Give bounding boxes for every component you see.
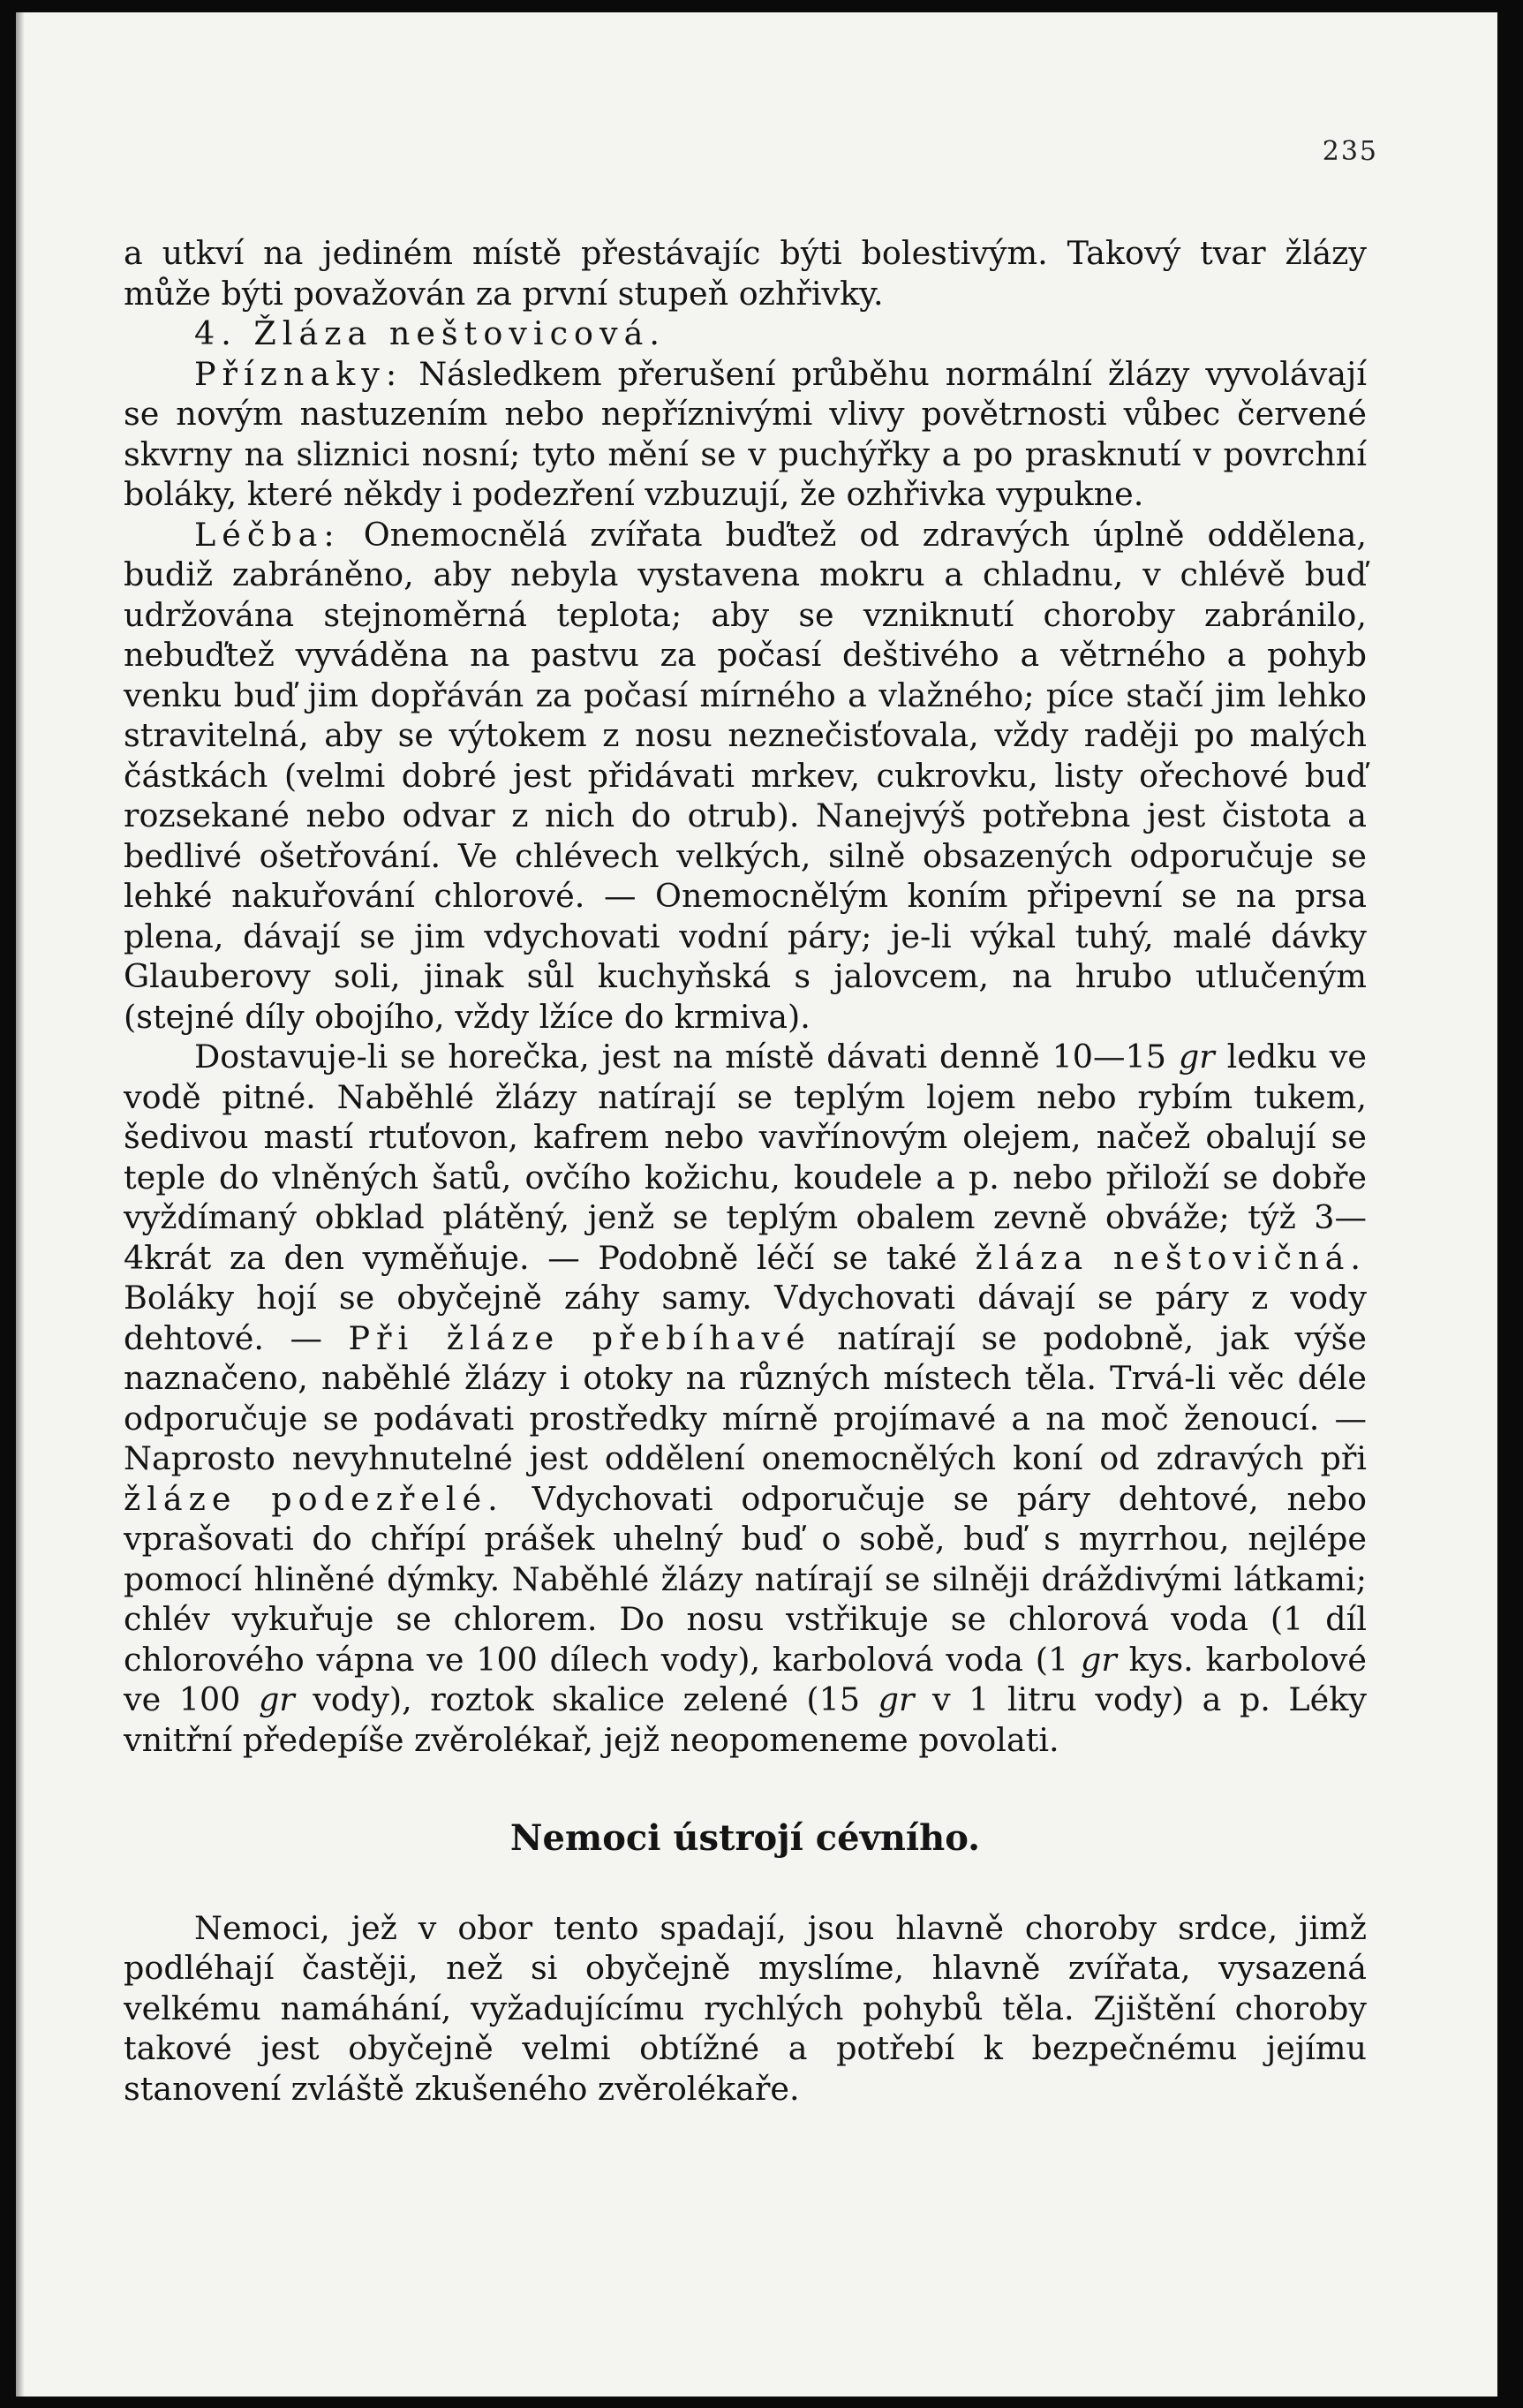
paragraph-horecka <box>124 1037 1367 1760</box>
text-segment: natírají se podobně, jak výše naznačeno, naběhlé žlázy i otoky na různých místech těla. Trvá-li věc déle odporučuje se podávati prostředky mírně projímavé a na moč ženoucí. — Naprosto nevyhnutelné jest oddělení onemocnělých koní od zdravých při <box>124 1318 1367 1477</box>
paragraph-nemoci: Nemoci, jež v obor tento spadají, jsou hlavně choroby srdce, jimž podléhají častěji, než si obyčejně myslíme, hlavně zvířata, vysazená velkému namáhání, vyžadujícímu rychlých pohybů těla. Zjištění choroby takové jest obyčejně velmi obtížné a potřebí k bezpečnému jejímu stanovení zvláště zkušeného zvěrolékaře. <box>124 1908 1367 2108</box>
scanned-page <box>16 12 1497 2397</box>
spaced-text: žláza neštovičná. <box>975 1238 1367 1277</box>
text-segment: Následkem přerušení průběhu normální žlázy vyvolávají se novým nastuzením nebo nepříznivými vlivy povětrnosti vůbec červené skvrny na sliznici nosní; tyto mění se v puchýřky a po prasknutí v povrchní boláky, které někdy i podezření vzbuzují, že ozhřivka vypukne. <box>124 354 1367 513</box>
unit-text: gr <box>878 1680 915 1718</box>
spaced-text: Léčba: <box>194 515 341 554</box>
spaced-text: Při žláze přebíhavé <box>348 1318 811 1357</box>
section-heading-zlaza-nestovicova <box>124 313 1367 354</box>
spaced-text: 4. Žláza neštovicová. <box>194 314 666 352</box>
text-segment: Onemocnělá zvířata buďtež od zdravých úplně oddělena, budiž zabráněno, aby nebyla vystavena mokru a chladnu, v chlévě buď udržována stejnoměrná teplota; aby se vzniknutí choroby zabránilo, nebuďtež vyváděna na pastvu za počasí deštivého a větrného a pohyb venku buď jim dopřáván za počasí mírného a vlažného; píce stačí jim lehko stravitelná, aby se výtokem z nosu neznečisťovala, vždy raději po malých částkách (velmi dobré jest přidávati mrkev, cukrovku, listy ořechové buď rozsekané nebo odvar z nich do otrub). Nanejvýš potřebna jest čistota a bedlivé ošetřování. Ve chlévech velkých, silně obsazených odporučuje se lehké nakuřování chlorové. — Onemocnělým koním připevní se na prsa plena, dávají se jim vdychovati vodní páry; je-li výkal tuhý, malé dávky Glauberovy soli, jinak sůl kuchyňská s jalovcem, na hrubo utlučeným (stejné díly obojího, vždy lžíce do krmiva). <box>124 515 1367 1036</box>
chapter-heading: Nemoci ústrojí cévního. <box>509 1817 981 1859</box>
text-segment: Boláky hojí se obyčejně záhy samy. Vdychovati dávají se páry z vody dehtové. — <box>124 1279 1367 1357</box>
text-segment: v 1 litru vody) a p. Léky vnitřní předepíše zvěrolékař, jejž neopomeneme povolati. <box>124 1680 1368 1759</box>
spaced-text: žláze podezřelé. <box>124 1479 504 1518</box>
paragraph-continuation <box>124 233 1367 313</box>
paragraph-lecba <box>124 515 1367 1038</box>
unit-text: gr <box>1178 1038 1215 1076</box>
page-body <box>124 233 1367 2109</box>
page-number: 235 <box>1322 136 1378 167</box>
unit-text: gr <box>258 1680 295 1718</box>
spaced-text: Příznaky: <box>194 354 403 393</box>
text-segment: Dostavuje-li se horečka, jest na místě dávati denně 10—15 <box>194 1038 1179 1076</box>
text-segment: kys. karbolové ve 100 <box>124 1640 1368 1718</box>
text-segment: ledku ve vodě pitné. Naběhlé žlázy natírají se teplým lojem nebo rybím tukem, šedivou mastí rtuťovon, kafrem nebo vavřínovým olejem, načež obalují se teple do vlněných šatů, ovčího kožichu, koudele a p. nebo přiloží se dobře vyždímaný obklad plátěný, jenž se teplým obalem zevně obváže; týž 3—4krát za den vyměňuje. — Podobně léčí se také <box>124 1038 1367 1277</box>
paragraph-priznaky <box>124 354 1367 515</box>
text-segment: vody), roztok skalice zelené (15 <box>294 1680 878 1718</box>
text-segment: a utkví na jediném místě přestávajíc býti bolestivým. Takový tvar žlázy může býti považován za první stupeň ozhřivky. <box>124 234 1367 313</box>
unit-text: gr <box>1081 1640 1117 1679</box>
page-edge-shadow <box>16 12 25 2397</box>
text-segment: Vdychovati odporučuje se páry dehtové, nebo vprašovati do chřípí prášek uhelný buď o sobě, buď s myrrhou, nejlépe pomocí hliněné dýmky. Naběhlé žlázy natírají se silněji dráždivými látkami; chlév vykuřuje se chlorem. Do nosu vstřikuje se chlorová voda (1 díl chlorového vápna ve 100 dílech vody), karbolová voda (1 <box>124 1479 1367 1679</box>
